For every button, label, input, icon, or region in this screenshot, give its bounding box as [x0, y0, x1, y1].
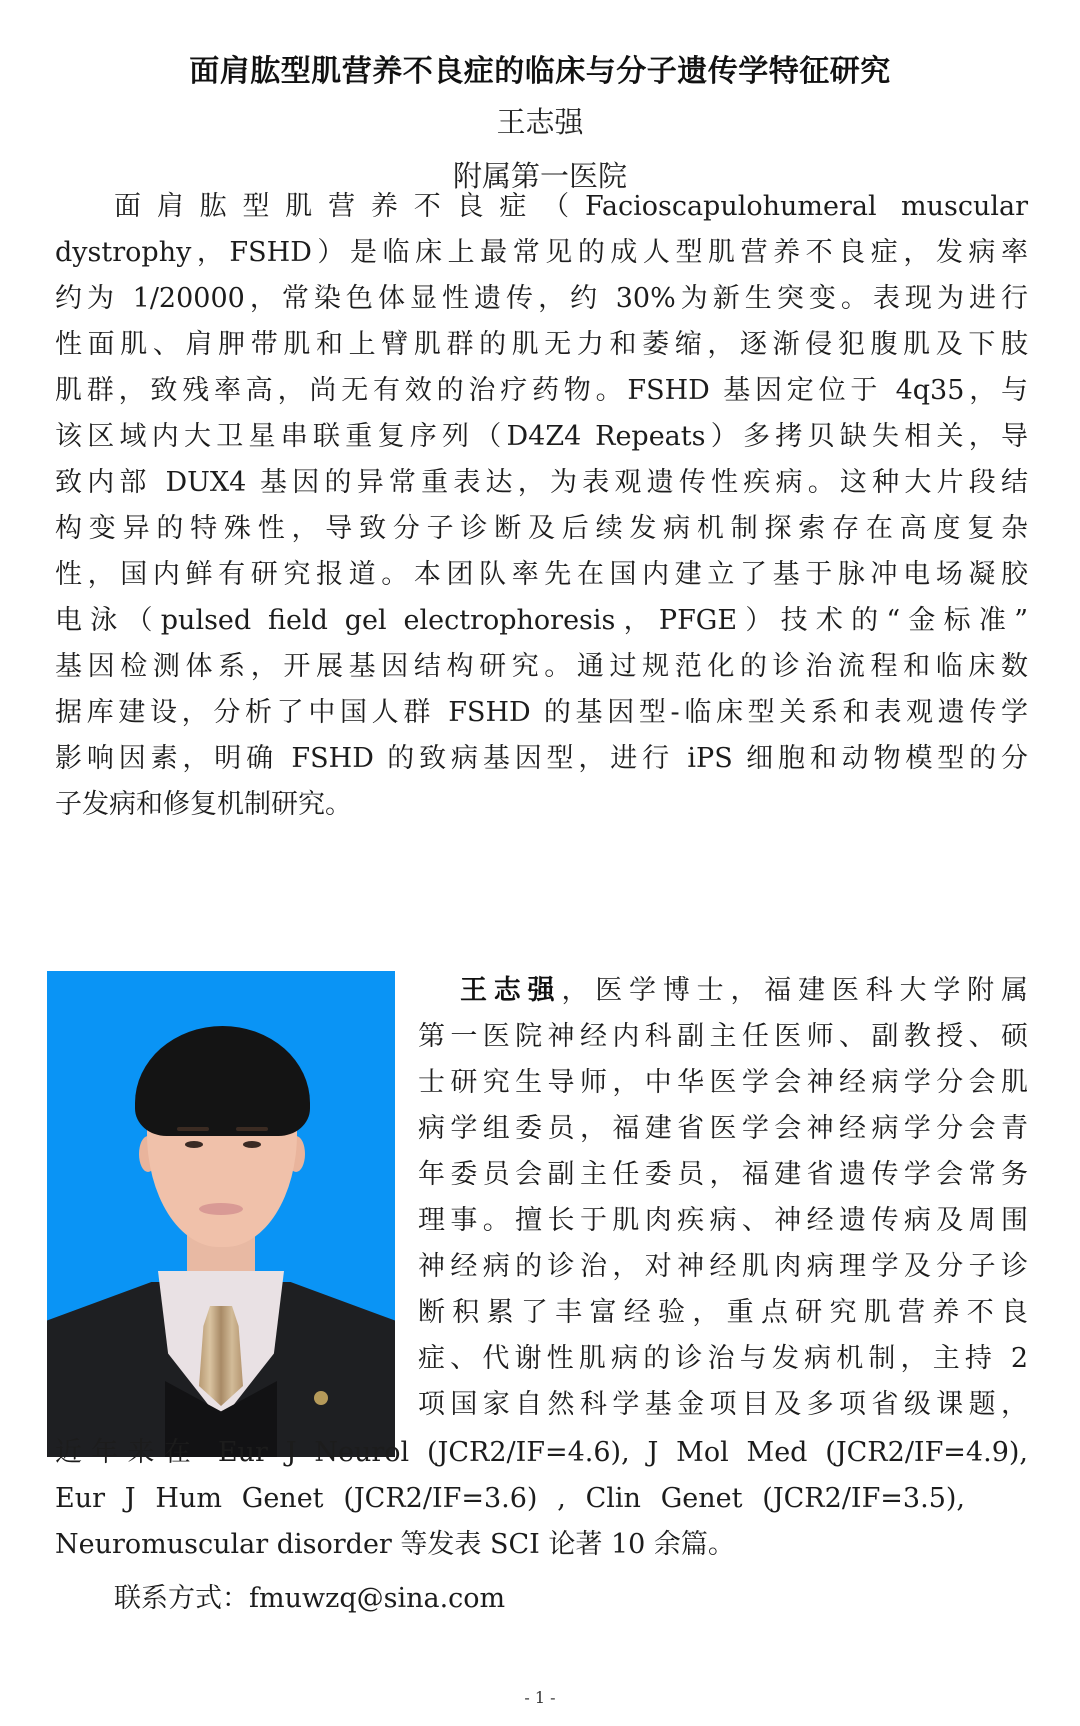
- abstract-line: 影响因素，明确 FSHD 的致病基因型，进行 iPS 细胞和动物模型的分: [55, 743, 1028, 774]
- bio-line: 断积累了丰富经验，重点研究肌营养不良: [418, 1297, 1028, 1328]
- abstract-line: 约为 1/20000，常染色体显性遗传，约 30%为新生突变。表现为进行: [55, 283, 1028, 314]
- bio-line: 项国家自然科学基金项目及多项省级课题，: [418, 1389, 1028, 1420]
- bio-publications-line: Neuromuscular disorder 等发表 SCI 论著 10 余篇。: [55, 1529, 735, 1560]
- bio-line: 神经病的诊治，对神经肌肉病理学及分子诊: [418, 1251, 1028, 1282]
- hair-shape: [135, 1026, 310, 1136]
- abstract-line: 基因检测体系，开展基因结构研究。通过规范化的诊治流程和临床数: [55, 651, 1028, 682]
- page-number: - 1 -: [524, 1688, 556, 1707]
- eye-shape: [243, 1141, 261, 1148]
- bio-line: 第一医院神经内科副主任医师、副教授、硕: [418, 1021, 1028, 1052]
- author-name: 王志强: [496, 105, 584, 139]
- abstract-line: 致内部 DUX4 基因的异常重表达，为表观遗传性疾病。这种大片段结: [55, 467, 1028, 498]
- abstract-line: 性面肌、肩胛带肌和上臂肌群的肌无力和萎缩，逐渐侵犯腹肌及下肢: [55, 329, 1028, 360]
- affiliation: 附属第一医院: [452, 159, 627, 193]
- bio-line: 年委员会副主任委员，福建省遗传学会常务: [418, 1159, 1028, 1190]
- bio-author-name: 王志强: [460, 975, 562, 1006]
- bio-publications-line: Eur J Hum Genet (JCR2/IF=3.6) , Clin Genet (JCR2/IF=3.5),: [55, 1483, 965, 1514]
- abstract-line: 该区域内大卫星串联重复序列（D4Z4 Repeats）多拷贝缺失相关，导: [55, 421, 1028, 452]
- abstract-line: 据库建设，分析了中国人群 FSHD 的基因型-临床型关系和表观遗传学: [55, 697, 1028, 728]
- author-portrait-photo: [47, 971, 395, 1457]
- lapel-pin-icon: [314, 1391, 328, 1405]
- bio-publications-line: 近年来在 Eur J Neurol (JCR2/IF=4.6), J Mol Med (JCR2/IF=4.9),: [55, 1437, 1028, 1468]
- abstract-line: 子发病和修复机制研究。: [55, 789, 352, 820]
- bio-line: 病学组委员，福建省医学会神经病学分会青: [418, 1113, 1028, 1144]
- document-title: 面肩肱型肌营养不良症的临床与分子遗传学特征研究: [189, 54, 891, 89]
- tie-shape: [199, 1306, 243, 1406]
- eye-shape: [185, 1141, 203, 1148]
- eyebrow-shape: [236, 1127, 268, 1131]
- contact-info: 联系方式：fmuwzq@sina.com: [114, 1583, 506, 1614]
- bio-line: 理事。擅长于肌肉疾病、神经遗传病及周围: [418, 1205, 1028, 1236]
- bio-line: 士研究生导师，中华医学会神经病学分会肌: [418, 1067, 1028, 1098]
- abstract-line: 构变异的特殊性，导致分子诊断及后续发病机制探索存在高度复杂: [55, 513, 1028, 544]
- bio-line-text: ，医学博士，福建医科大学附属: [561, 975, 1028, 1006]
- eyebrow-shape: [177, 1127, 209, 1131]
- abstract-line: 面肩肱型肌营养不良症（Facioscapulohumeral muscular: [114, 191, 1028, 222]
- abstract-line: dystrophy，FSHD）是临床上最常见的成人型肌营养不良症，发病率: [55, 237, 1028, 268]
- abstract-line: 电泳（pulsed field gel electrophoresis，PFGE）技术的“金标准”: [55, 605, 1028, 636]
- mouth-shape: [199, 1203, 243, 1215]
- bio-line: [460, 966, 1028, 1016]
- bio-line: 症、代谢性肌病的诊治与发病机制，主持 2: [418, 1343, 1028, 1374]
- abstract-line: 性，国内鲜有研究报道。本团队率先在国内建立了基于脉冲电场凝胶: [55, 559, 1028, 590]
- abstract-line: 肌群，致残率高，尚无有效的治疗药物。FSHD 基因定位于 4q35，与: [55, 375, 1028, 406]
